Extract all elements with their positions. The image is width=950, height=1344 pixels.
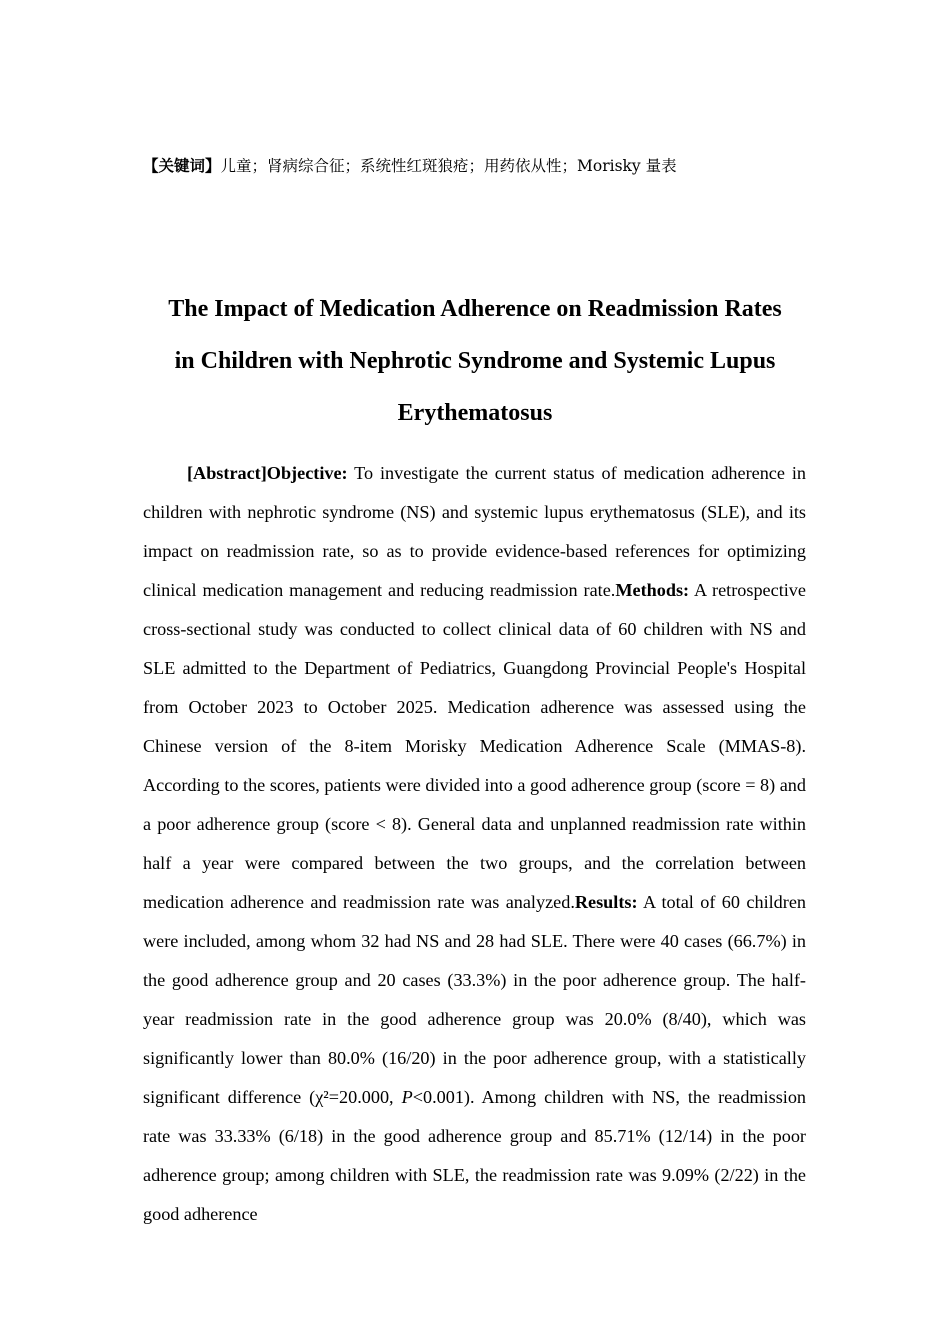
keywords-line: [143, 152, 843, 180]
results-text-b: <0.001). Among children with NS, the readmission rate was 33.33% (6/18) in the good adherence group and 85.71% (12/14) in the poor adherence group; among children with SLE, the readmission rate was 9.09% (2/22) in the good adherence: [143, 1087, 807, 1224]
results-text-a: A total of 60 children were included, among whom 32 had NS and 28 had SLE. There were 40 cases (66.7%) in the good adherence group and 20 cases (33.3%) in the poor adherence group. The half-year readmission rate in the good adherence group was 20.0% (8/40), which was significantly lower than 80.0% (16/20) in the poor adherence group, with a statistically significant difference (χ²=20.000,: [143, 892, 806, 1107]
title-line-1: The Impact of Medication Adherence on Readmission Rates: [168, 296, 782, 322]
paper-title: [143, 283, 807, 439]
methods-text: A retrospective cross-sectional study was conducted to collect clinical data of 60 children with NS and SLE admitted to the Department of Pediatrics, Guangdong Provincial People's Hospital from October 2023 to October 2025. Medication adherence was assessed using the Chinese version of the 8-item Morisky Medication Adherence Scale (MMAS-8). According to the scores, patients were divided into a good adherence group (score = 8) and a poor adherence group (score < 8). General data and unplanned readmission rate within half a year were compared between the two groups, and the correlation between medication adherence and readmission rate was analyzed.: [143, 580, 806, 912]
title-line-3: Erythematosus: [397, 400, 553, 426]
methods-label: Methods:: [615, 580, 690, 600]
keywords-label: 【关键词】: [143, 157, 221, 175]
objective-text: To investigate the current status of medication adherence in children with nephrotic syndrome (NS) and systemic lupus erythematosus (SLE), and its impact on readmission rate, so as to provide evidence-based references for optimizing clinical medication management and reducing readmission rate.: [143, 463, 806, 600]
p-value-symbol: P: [401, 1087, 413, 1107]
results-label: Results:: [574, 892, 638, 912]
abstract-paragraph: [143, 454, 806, 1234]
objective-label: Objective:: [266, 463, 348, 483]
keywords-text: 儿童；肾病综合征；系统性红斑狼疮；用药依从性；Morisky 量表: [220, 157, 677, 175]
abstract-label: [Abstract]: [187, 463, 267, 483]
title-line-2: in Children with Nephrotic Syndrome and Systemic Lupus: [174, 348, 776, 374]
